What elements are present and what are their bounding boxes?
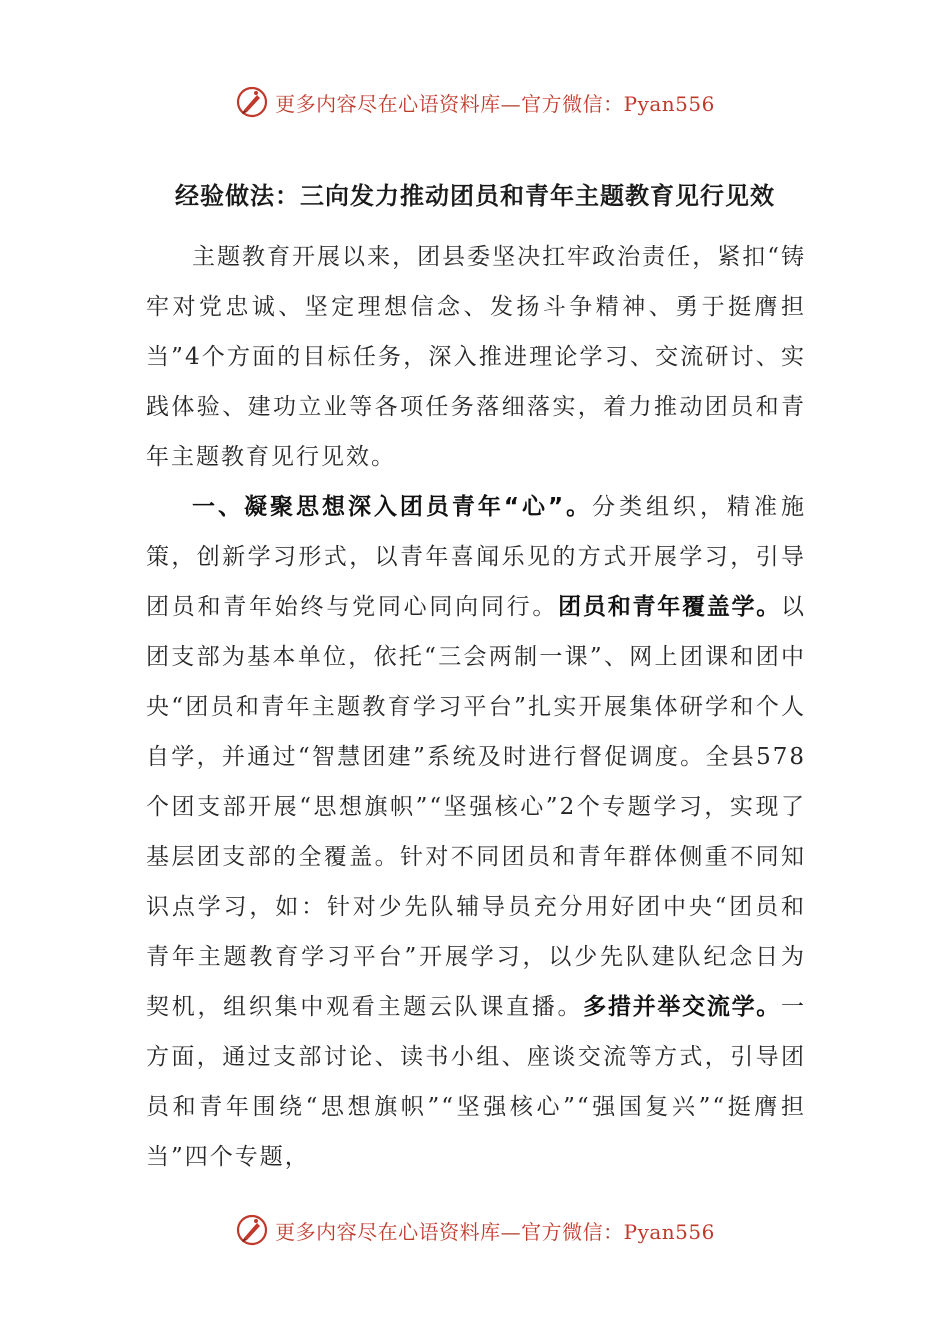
banner-contact: 官方微信：Pyan556 <box>521 1219 715 1244</box>
banner-inner <box>235 1213 715 1247</box>
subsection-2-text: 一方面，通过支部讨论、读书小组、座谈交流等方式，引导团员和青年围绕“思想旗帜”“坚强核心”“强国复兴”“挺膺担当”四个专题， <box>146 994 807 1170</box>
subsection-1-heading: 团员和青年覆盖学。 <box>558 594 782 620</box>
banner-text <box>275 88 715 117</box>
intro-paragraph: 主题教育开展以来，团县委坚决扛牢政治责任，紧扣“铸牢对党忠诚、坚定理想信念、发扬斗争精神、勇于挺膺担当”4个方面的目标任务，深入推进理论学习、交流研讨、实践体验、建功立业等各项任务落细落实，着力推动团员和青年主题教育见行见效。 <box>146 244 806 470</box>
header-banner <box>0 82 950 122</box>
banner-text <box>275 1216 715 1245</box>
subsection-2-heading: 多措并举交流学。 <box>583 994 782 1020</box>
document-body <box>146 232 806 1182</box>
footer-banner <box>0 1210 950 1250</box>
banner-dash: — <box>500 1219 522 1244</box>
subsection-1-text: 以团支部为基本单位，依托“三会两制一课”、网上团课和团中央“团员和青年主题教育学习平台”扎实开展集体研学和个人自学，并通过“智慧团建”系统及时进行督促调度。全县578个团支部开展“思想旗帜”“坚强核心”2个专题学习，实现了基层团支部的全覆盖。针对不同团员和青年群体侧重不同知识点学习，如：针对少先队辅导员充分用好团中央“团员和青年主题教育学习平台”开展学习，以少先队建队纪念日为契机，组织集中观看主题云队课直播。 <box>146 594 807 1020</box>
section-1-heading: 一、凝聚思想深入团员青年“心”。 <box>192 494 593 520</box>
pen-logo-icon <box>235 85 269 119</box>
banner-inner <box>235 85 715 119</box>
banner-dash: — <box>500 91 522 116</box>
banner-main-text: 更多内容尽在心语资料库 <box>275 91 501 116</box>
document-title: 经验做法：三向发力推动团员和青年主题教育见行见效 <box>175 182 775 210</box>
section-1-text: 分类组织，精准施策，创新学习形式，以青年喜闻乐见的方式开展学习，引导团员和青年始终与党同心同向同行。 <box>146 494 807 620</box>
pen-logo-icon <box>235 1213 269 1247</box>
section-1-paragraph <box>146 482 806 1182</box>
banner-main-text: 更多内容尽在心语资料库 <box>275 1219 501 1244</box>
banner-contact: 官方微信：Pyan556 <box>521 91 715 116</box>
